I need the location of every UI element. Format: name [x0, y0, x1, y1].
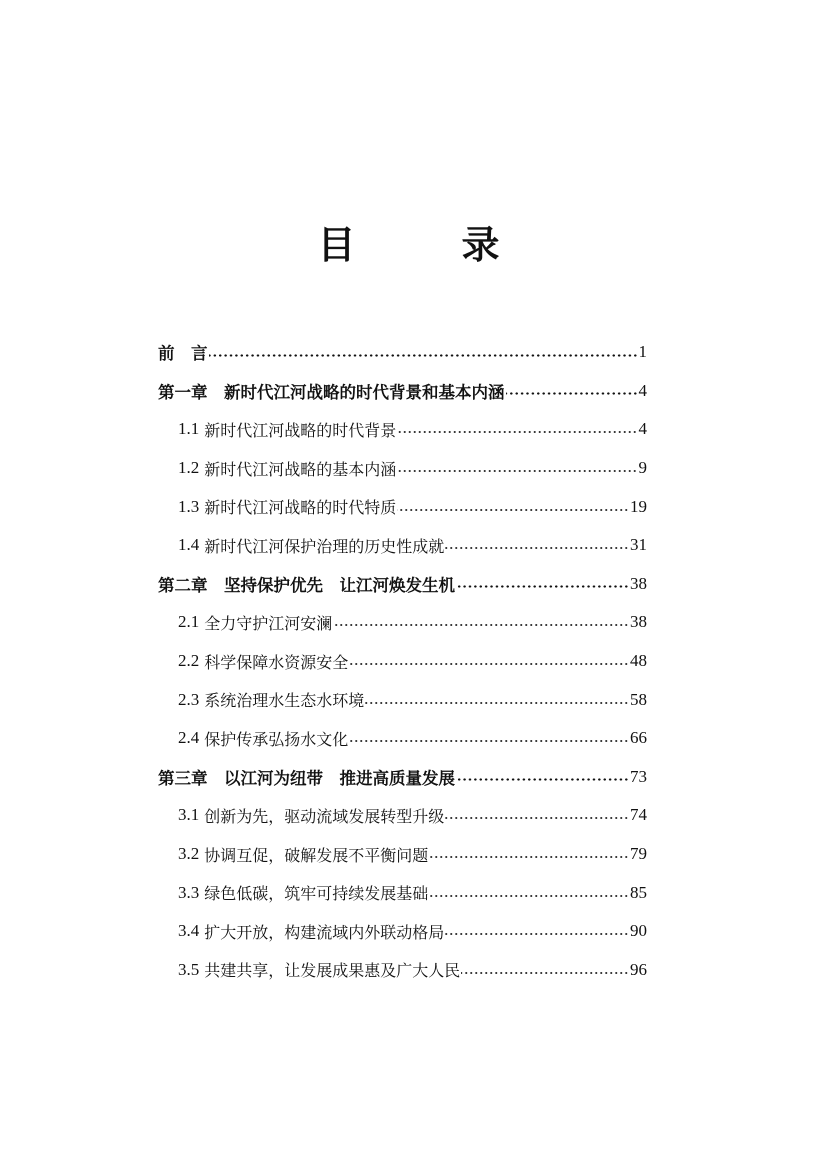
dot-leader [365, 702, 629, 704]
toc-section-number: 3.4 [178, 921, 200, 941]
toc-page-number: 1 [638, 342, 647, 362]
toc-entry-label: 创新为先，驱动流域发展转型升级 [204, 806, 445, 826]
dot-leader [445, 547, 629, 549]
dot-leader [445, 817, 629, 819]
toc-page-number: 38 [630, 612, 647, 632]
toc-section-entry[interactable] [158, 796, 647, 835]
dot-leader [429, 856, 629, 858]
toc-chapter-entry[interactable] [158, 565, 647, 604]
toc-section-entry[interactable] [158, 449, 647, 488]
toc-page-number: 66 [630, 728, 647, 748]
toc-section-number: 1.3 [178, 496, 200, 516]
toc-page-number: 9 [638, 458, 647, 478]
toc-entry-label: 新时代江河战略的时代背景 [204, 420, 397, 440]
toc-entry-label: 第二章 坚持保护优先 让江河焕发生机 [158, 575, 455, 595]
toc-section-number: 1.2 [178, 458, 200, 478]
toc-section-number: 2.4 [178, 728, 200, 748]
toc-section-number: 2.1 [178, 612, 200, 632]
dot-leader [445, 933, 629, 935]
dot-leader [397, 509, 629, 511]
toc-entry-label: 系统治理水生态水环境 [204, 691, 365, 711]
dot-leader [349, 663, 629, 665]
toc-page-number: 4 [638, 419, 647, 439]
toc-section-entry[interactable] [158, 912, 647, 951]
toc-page-number: 19 [630, 496, 647, 516]
toc-section-number: 2.3 [178, 689, 200, 709]
toc-section-number: 2.2 [178, 651, 200, 671]
toc-section-number: 3.1 [178, 805, 200, 825]
toc-chapter-entry[interactable] [158, 758, 647, 797]
page-title: 目 录 [317, 222, 534, 267]
toc-page-number: 96 [630, 959, 647, 979]
toc-section-entry[interactable] [158, 835, 647, 874]
toc-entry-label: 前 言 [158, 344, 208, 364]
dot-leader [429, 895, 629, 897]
dot-leader [397, 470, 637, 472]
toc-page-number: 74 [630, 805, 647, 825]
dot-leader [456, 585, 629, 588]
toc-section-entry[interactable] [158, 603, 647, 642]
toc-entry-label: 新时代江河保护治理的历史性成就 [204, 536, 445, 556]
toc-page-number: 38 [630, 573, 647, 593]
toc-entry-label: 新时代江河战略的基本内涵 [204, 459, 397, 479]
toc-page-number: 58 [630, 689, 647, 709]
toc-section-number: 1.1 [178, 419, 200, 439]
toc-section-entry[interactable] [158, 410, 647, 449]
toc-entry-label: 科学保障水资源安全 [204, 652, 349, 672]
toc-section-entry[interactable] [158, 642, 647, 681]
toc-page-number: 85 [630, 882, 647, 902]
toc-page-number: 48 [630, 651, 647, 671]
toc-entry-label: 保护传承弘扬水文化 [204, 729, 349, 749]
toc-chapter-entry[interactable] [158, 372, 647, 411]
toc-section-entry[interactable] [158, 526, 647, 565]
toc-page-number: 73 [630, 766, 647, 786]
dot-leader [397, 431, 637, 433]
dot-leader [456, 778, 629, 781]
toc-page-number: 79 [630, 844, 647, 864]
toc-section-entry[interactable] [158, 951, 647, 990]
toc-section-entry[interactable] [158, 719, 647, 758]
toc-entry-label: 扩大开放，构建流域内外联动格局 [204, 922, 445, 942]
dot-leader [506, 392, 638, 395]
toc-section-entry[interactable] [158, 680, 647, 719]
toc-entry-label: 新时代江河战略的时代特质 [204, 498, 397, 518]
toc-entry-label: 全力守护江河安澜 [204, 613, 333, 633]
dot-leader [461, 972, 629, 974]
toc-page-number: 4 [638, 380, 647, 400]
toc-section-entry[interactable] [158, 487, 647, 526]
dot-leader [209, 354, 638, 357]
toc-entry-label: 协调互促，破解发展不平衡问题 [204, 845, 429, 865]
table-of-contents [158, 333, 647, 989]
toc-entry-label: 共建共享，让发展成果惠及广大人民 [204, 961, 461, 981]
toc-page-number: 90 [630, 921, 647, 941]
toc-entry-label: 绿色低碳，筑牢可持续发展基础 [204, 884, 429, 904]
toc-section-entry[interactable] [158, 873, 647, 912]
toc-section-number: 1.4 [178, 535, 200, 555]
dot-leader [333, 624, 629, 626]
toc-section-number: 3.5 [178, 959, 200, 979]
toc-section-number: 3.3 [178, 882, 200, 902]
toc-entry-label: 第一章 新时代江河战略的时代背景和基本内涵 [158, 382, 505, 402]
dot-leader [349, 740, 629, 742]
toc-chapter-entry[interactable] [158, 333, 647, 372]
toc-page-number: 31 [630, 535, 647, 555]
toc-section-number: 3.2 [178, 844, 200, 864]
toc-entry-label: 第三章 以江河为纽带 推进高质量发展 [158, 768, 455, 788]
